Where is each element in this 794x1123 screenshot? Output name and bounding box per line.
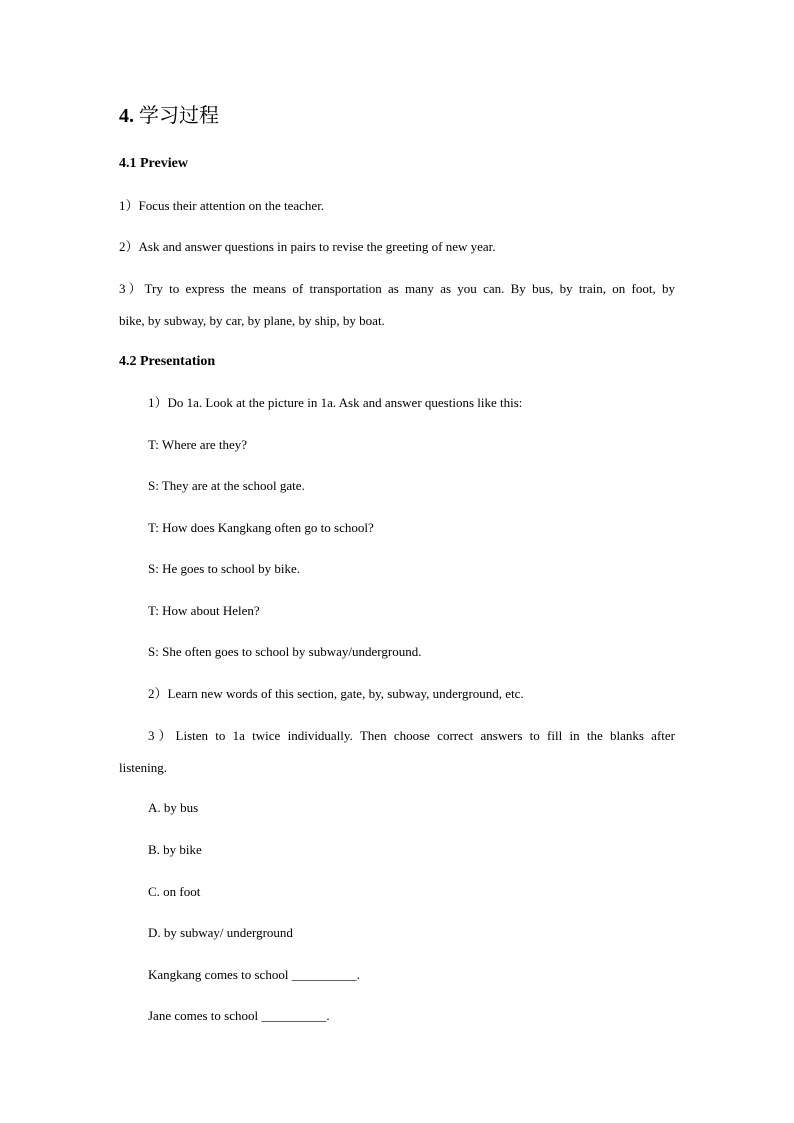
presentation-heading: 4.2 Presentation — [119, 354, 216, 369]
presentation-step-3-continued: listening. — [119, 760, 168, 775]
fill-blank-line: Kangkang comes to school __________. — [148, 967, 360, 982]
preview-item-3: 3）Try to express the means of transportation as many as you can. By bus, by train, on foot, by — [119, 281, 675, 296]
presentation-step-2: 2）Learn new words of this section, gate, by, subway, underground, etc. — [148, 686, 524, 701]
preview-item-2: 2）Ask and answer questions in pairs to revise the greeting of new year. — [119, 239, 496, 254]
dialogue-line: T: Where are they? — [148, 437, 248, 452]
answer-option: C. on foot — [148, 884, 201, 899]
fill-blank-line: Jane comes to school __________. — [148, 1008, 330, 1023]
preview-item-3-continued: bike, by subway, by car, by plane, by ship, by boat. — [119, 313, 385, 328]
section-title: 学习过程 — [139, 105, 219, 127]
dialogue-line: S: He goes to school by bike. — [148, 561, 301, 576]
dialogue-line: S: They are at the school gate. — [148, 478, 305, 493]
dialogue-line: T: How does Kangkang often go to school? — [148, 520, 374, 535]
presentation-step-3: 3）Listen to 1a twice individually. Then choose correct answers to fill in the blanks after — [148, 728, 675, 743]
preview-item-1: 1）Focus their attention on the teacher. — [119, 198, 325, 213]
preview-heading: 4.1 Preview — [119, 156, 188, 171]
section-heading — [119, 104, 219, 128]
answer-option: D. by subway/ underground — [148, 925, 293, 940]
dialogue-line: S: She often goes to school by subway/underground. — [148, 644, 422, 659]
presentation-step-1: 1）Do 1a. Look at the picture in 1a. Ask and answer questions like this: — [148, 395, 523, 410]
dialogue-line: T: How about Helen? — [148, 603, 260, 618]
answer-option: B. by bike — [148, 842, 202, 857]
answer-option: A. by bus — [148, 800, 199, 815]
section-number: 4. — [119, 105, 134, 127]
